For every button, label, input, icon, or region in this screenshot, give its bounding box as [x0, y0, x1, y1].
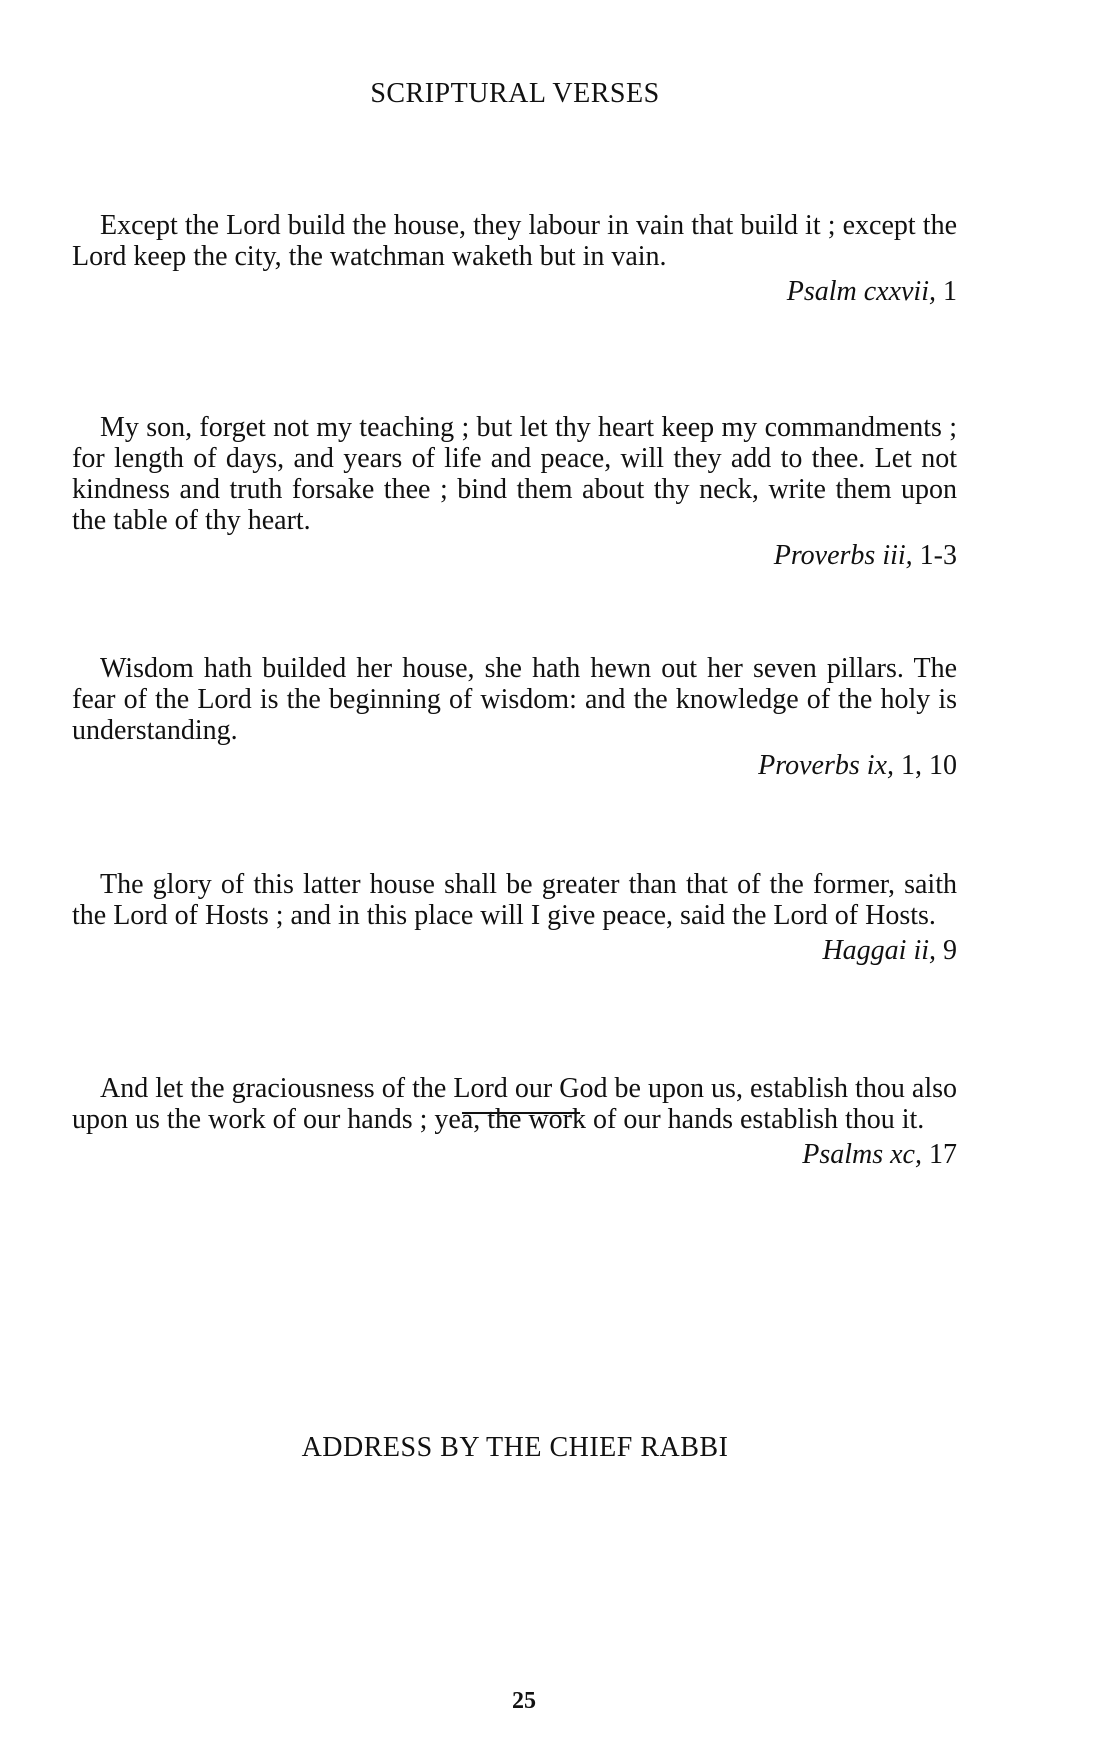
verse-reference: [72, 1139, 957, 1170]
verse-psalms-90: [72, 1073, 957, 1170]
page-number: 25: [512, 1688, 536, 1714]
reference-book: Haggai ii,: [822, 935, 936, 966]
verse-text: Except the Lord build the house, they labour in vain that build it ; except the Lord keep the city, the watchman waketh but in vain.: [72, 210, 957, 272]
verse-proverbs-9: [72, 653, 957, 781]
reference-verse: 1-3: [919, 540, 957, 571]
verse-text: And let the graciousness of the Lord our God be upon us, establish thou also upon us the work of our hands ; yea, the work of our hands establish thou it.: [72, 1073, 957, 1135]
verse-text: Wisdom hath builded her house, she hath hewn out her seven pillars. The fear of the Lord is the beginning of wisdom: and the knowledge of the holy is understanding.: [72, 653, 957, 746]
verse-reference: [72, 540, 957, 571]
verse-haggai-2: [72, 869, 957, 966]
address-heading: ADDRESS BY THE CHIEF RABBI: [301, 1432, 729, 1463]
reference-book: Proverbs ix,: [758, 750, 894, 781]
page-title: SCRIPTURAL VERSES: [370, 78, 660, 109]
reference-verse: 17: [929, 1139, 957, 1170]
reference-verse: 1, 10: [901, 750, 957, 781]
reference-verse: 9: [943, 935, 957, 966]
verse-reference: [72, 276, 957, 307]
verse-reference: [72, 750, 957, 781]
reference-verse: 1: [943, 276, 957, 307]
verse-proverbs-3: [72, 412, 957, 571]
verse-psalm-127: [72, 210, 957, 307]
reference-book: Psalm cxxvii,: [786, 276, 936, 307]
verse-reference: [72, 935, 957, 966]
reference-book: Proverbs iii,: [773, 540, 913, 571]
reference-book: Psalms xc,: [802, 1139, 922, 1170]
verse-text: The glory of this latter house shall be greater than that of the former, saith the Lord of Hosts ; and in this place will I give peace, said the Lord of Hosts.: [72, 869, 957, 931]
section-divider: [462, 1112, 580, 1114]
verse-text: My son, forget not my teaching ; but let thy heart keep my commandments ; for length of days, and years of life and peace, will they add to thee. Let not kindness and truth forsake thee ; bind them about thy neck, write them upon the table of thy heart.: [72, 412, 957, 536]
